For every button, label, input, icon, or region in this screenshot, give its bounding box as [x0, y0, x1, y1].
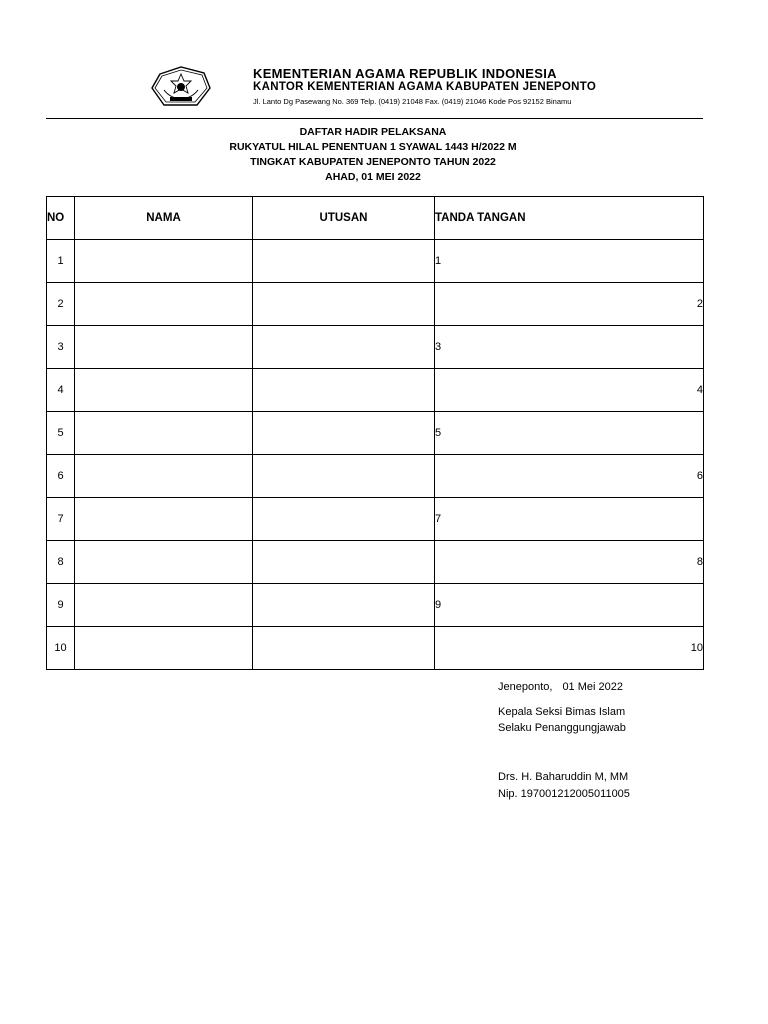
nama-cell[interactable]	[75, 455, 253, 498]
row-number: 5	[47, 412, 75, 455]
place-label: Jeneponto,	[498, 681, 553, 693]
row-number: 4	[47, 369, 75, 412]
utusan-cell[interactable]	[253, 369, 435, 412]
attendance-table	[46, 196, 704, 670]
utusan-cell[interactable]	[253, 283, 435, 326]
signature-cell[interactable]: 1	[435, 240, 704, 283]
utusan-cell[interactable]	[253, 412, 435, 455]
nama-cell[interactable]	[75, 584, 253, 627]
signature-cell[interactable]: 9	[435, 584, 704, 627]
nama-cell[interactable]	[75, 369, 253, 412]
signing-date: 01 Mei 2022	[562, 681, 623, 693]
table-row	[47, 412, 704, 455]
column-header-no: NO	[47, 197, 75, 240]
utusan-cell[interactable]	[253, 240, 435, 283]
signatory-name: Drs. H. Baharuddin M, MM	[498, 771, 629, 783]
column-header-tanda-tangan: TANDA TANGAN	[435, 197, 704, 240]
header-divider	[46, 118, 703, 119]
signature-cell[interactable]: 4	[435, 369, 704, 412]
signatory-position-2: Selaku Penanggungjawab	[498, 722, 626, 734]
signature-cell[interactable]: 3	[435, 326, 704, 369]
table-header-row	[47, 197, 704, 240]
table-row	[47, 541, 704, 584]
table-row	[47, 498, 704, 541]
ministry-name: KEMENTERIAN AGAMA REPUBLIK INDONESIA	[253, 66, 557, 81]
nama-cell[interactable]	[75, 283, 253, 326]
nama-cell[interactable]	[75, 541, 253, 584]
document-subtitle-date: AHAD, 01 MEI 2022	[325, 171, 421, 183]
kemenag-emblem-icon	[150, 66, 212, 108]
row-number: 6	[47, 455, 75, 498]
row-number: 10	[47, 627, 75, 670]
utusan-cell[interactable]	[253, 326, 435, 369]
row-number: 2	[47, 283, 75, 326]
nama-cell[interactable]	[75, 498, 253, 541]
signature-cell[interactable]: 2	[435, 283, 704, 326]
row-number: 3	[47, 326, 75, 369]
utusan-cell[interactable]	[253, 455, 435, 498]
office-name: KANTOR KEMENTERIAN AGAMA KABUPATEN JENEPONTO	[253, 81, 597, 93]
table-row	[47, 326, 704, 369]
document-title: DAFTAR HADIR PELAKSANA	[299, 126, 447, 138]
nama-cell[interactable]	[75, 240, 253, 283]
signatory-position-1: Kepala Seksi Bimas Islam	[498, 706, 626, 718]
row-number: 7	[47, 498, 75, 541]
column-header-utusan: UTUSAN	[253, 197, 435, 240]
table-row	[47, 240, 704, 283]
signature-cell[interactable]: 7	[435, 498, 704, 541]
row-number: 1	[47, 240, 75, 283]
nama-cell[interactable]	[75, 326, 253, 369]
place-date-line	[498, 681, 623, 693]
document-subtitle-event: RUKYATUL HILAL PENENTUAN 1 SYAWAL 1443 H/2022 M	[229, 141, 517, 153]
utusan-cell[interactable]	[253, 627, 435, 670]
column-header-nama: NAMA	[75, 197, 253, 240]
utusan-cell[interactable]	[253, 498, 435, 541]
table-row	[47, 455, 704, 498]
office-address: Jl. Lanto Dg Pasewang No. 369 Telp. (0419) 21048 Fax. (0419) 21046 Kode Pos 92152 Binamu	[253, 97, 572, 106]
table-row	[47, 283, 704, 326]
row-number: 8	[47, 541, 75, 584]
signature-cell[interactable]: 6	[435, 455, 704, 498]
signature-cell[interactable]: 8	[435, 541, 704, 584]
signature-cell[interactable]: 10	[435, 627, 704, 670]
signature-cell[interactable]: 5	[435, 412, 704, 455]
row-number: 9	[47, 584, 75, 627]
utusan-cell[interactable]	[253, 541, 435, 584]
document-subtitle-level: TINGKAT KABUPATEN JENEPONTO TAHUN 2022	[250, 156, 496, 168]
table-row	[47, 627, 704, 670]
signatory-nip: Nip. 197001212005011005	[498, 788, 630, 800]
table-row	[47, 584, 704, 627]
utusan-cell[interactable]	[253, 584, 435, 627]
nama-cell[interactable]	[75, 627, 253, 670]
table-row	[47, 369, 704, 412]
nama-cell[interactable]	[75, 412, 253, 455]
